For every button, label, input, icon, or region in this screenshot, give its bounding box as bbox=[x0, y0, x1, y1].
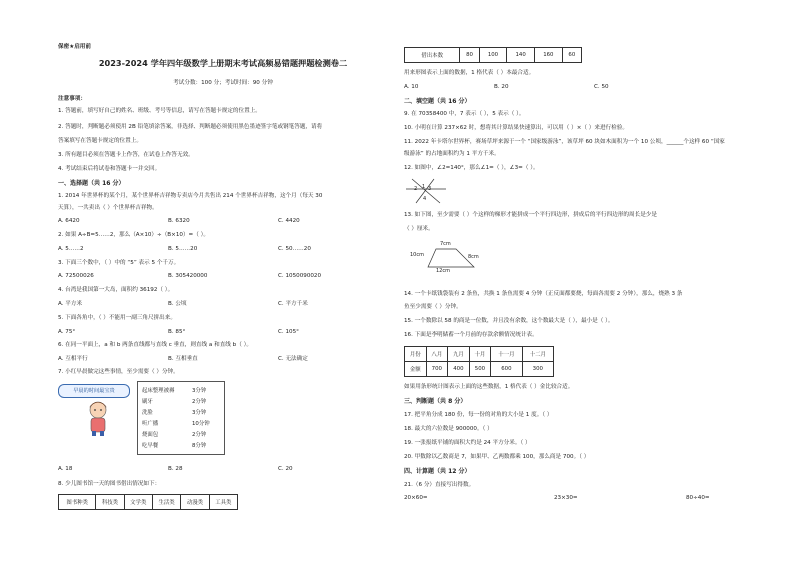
book-cell: 动漫类 bbox=[181, 495, 209, 510]
q7-option-a: A. 18 bbox=[58, 466, 73, 472]
q1-line2: 天算），一共卖出（ ）个世界杯吉祥物。 bbox=[58, 205, 158, 211]
task-time: 8分钟 bbox=[192, 443, 207, 449]
q6-stem: 6. 在同一平面上，a 和 b 两条直线都与直线 c 垂直，则直线 a 和直线 b（ ）。 bbox=[58, 342, 252, 348]
q3-option-c: C. 1050090020 bbox=[278, 273, 322, 279]
task-name: 听广播 bbox=[142, 421, 159, 427]
q4-stem: 4. 台湾是我国第一大岛，面积约 36192（ ）。 bbox=[58, 287, 174, 293]
calc-item-2: 23×30= bbox=[554, 495, 578, 501]
trap-left: 10cm bbox=[410, 252, 424, 258]
month-cell: 九月 bbox=[448, 347, 470, 362]
q5-stem: 5. 下面各角中，（ ）不能用一副三角尺拼出来。 bbox=[58, 315, 176, 321]
book-cell: 140 bbox=[507, 48, 535, 63]
task-time: 10分钟 bbox=[192, 421, 210, 427]
book-cell: 60 bbox=[562, 48, 581, 63]
morning-task-card bbox=[137, 381, 225, 455]
speech-bubble: 早晨的时间最宝贵 bbox=[58, 384, 130, 398]
q11-line2: 级游泳” 的占地面积约为 1 平方千米。 bbox=[404, 151, 500, 157]
confidential-label: 保密★启用前 bbox=[58, 44, 91, 50]
q2-option-c: C. 50……20 bbox=[278, 246, 311, 252]
book-cell: 生活类 bbox=[152, 495, 180, 510]
section-1-heading: 一、选择题（共 16 分） bbox=[58, 180, 125, 187]
q7-option-c: C. 20 bbox=[278, 466, 293, 472]
q11-line1: 11. 2022 年卡塔尔世界杯，赛场草坪来源于一个 “国家级游泳”，该草坪 60 块如木面积为一个 10 公顷，______个这样 60 “国家 bbox=[404, 139, 725, 145]
savings-table bbox=[404, 346, 554, 377]
q21-stem: 21.（6 分）直接写出得数。 bbox=[404, 482, 475, 488]
q5-option-a: A. 75° bbox=[58, 329, 76, 335]
task-time: 2分钟 bbox=[192, 432, 207, 438]
q10: 10. 小明在计算 237×62 时，想将其计算结果快速算出，可以用（ ）×（ ）来进行检验。 bbox=[404, 125, 628, 131]
amount-cell: 金额 bbox=[405, 362, 427, 377]
book-cell: 科技类 bbox=[96, 495, 124, 510]
book-cell: 图书种类 bbox=[59, 495, 96, 510]
q1-option-a: A. 6420 bbox=[58, 218, 80, 224]
task-row bbox=[142, 408, 220, 418]
judge-19: 19. 一张报纸平铺的面积大约是 24 平方分米。（ ） bbox=[404, 440, 531, 446]
q1-option-b: B. 6320 bbox=[168, 218, 190, 224]
task-row bbox=[142, 419, 220, 429]
q2-option-a: A. 5……2 bbox=[58, 246, 84, 252]
book-cell: 文学类 bbox=[124, 495, 152, 510]
q15: 15. 一个数除以 58 的商是一位数，并且没有余数，这个数最大是（ ），最小是（ ）。 bbox=[404, 318, 614, 324]
task-row bbox=[142, 430, 220, 440]
task-name: 洗脸 bbox=[142, 410, 153, 416]
month-cell: 十一月 bbox=[491, 347, 522, 362]
girl-icon bbox=[58, 384, 132, 436]
judge-17: 17. 把平角分成 180 份，每一份的对角的大小是 1 度。（ ） bbox=[404, 412, 553, 418]
q7-stem: 7. 小红早晨做完这些事情，至少需要（ ）分钟。 bbox=[58, 369, 179, 375]
q16-stem: 16. 下面是李明储蓄一个月前的存款余额情况统计表。 bbox=[404, 332, 538, 338]
note-3: 3. 所有题目必须在答题卡上作答，在试卷上作答无效。 bbox=[58, 152, 194, 158]
q14-line2: 鱼至少需要（ ）分钟。 bbox=[404, 304, 462, 310]
month-cell: 十二月 bbox=[522, 347, 553, 362]
task-time: 3分钟 bbox=[192, 388, 207, 394]
month-cell: 月份 bbox=[405, 347, 427, 362]
note-1: 1. 答题前，填写好自己的姓名、班级、考号等信息，请写在答题卡规定的位置上。 bbox=[58, 108, 261, 114]
task-row bbox=[142, 397, 220, 407]
angle-label-4: 4 bbox=[423, 196, 427, 202]
task-row bbox=[142, 386, 220, 396]
q13-line2: （ ）厘米。 bbox=[404, 226, 434, 232]
task-name: 刷牙 bbox=[142, 399, 153, 405]
q3-option-a: A. 72500026 bbox=[58, 273, 94, 279]
q8-stem: 8. 少儿图书馆一天的图书借出情况如下： bbox=[58, 481, 161, 487]
task-row bbox=[142, 441, 220, 451]
book-cell: 借出本数 bbox=[405, 48, 460, 63]
amount-cell: 300 bbox=[522, 362, 553, 377]
month-cell: 十月 bbox=[469, 347, 491, 362]
task-time: 2分钟 bbox=[192, 399, 207, 405]
q7-option-b: B. 28 bbox=[168, 466, 183, 472]
q8-option-c: C. 50 bbox=[594, 84, 609, 90]
q4-option-a: A. 平方米 bbox=[58, 301, 83, 307]
q6-option-a: A. 互相平行 bbox=[58, 356, 88, 362]
judge-20: 20. 甲数除以乙数商是 7，如果甲、乙两数都乘 100，那么商是 700。（ ） bbox=[404, 454, 590, 460]
q16-line2: 如果用条形统计图表示上面的这些数据，1 格代表（ ）金比较合适。 bbox=[404, 384, 574, 390]
score-time: 考试分数：100 分；考试时间：90 分钟 bbox=[173, 80, 273, 86]
q6-option-c: C. 无法确定 bbox=[278, 356, 308, 362]
task-name: 起床整理被褥 bbox=[142, 388, 175, 394]
amount-cell: 400 bbox=[448, 362, 470, 377]
angle-label-1: 1 bbox=[422, 184, 426, 190]
trap-right: 8cm bbox=[468, 254, 479, 260]
note-2: 2. 答题时，判断题必须使用 2B 铅笔填涂答案，非选择、判断题必须使用黑色墨迹签字笔或钢笔答题，请将 bbox=[58, 124, 323, 130]
q8-option-a: A. 10 bbox=[404, 84, 419, 90]
book-table-row1 bbox=[58, 494, 238, 510]
task-name: 烧面包 bbox=[142, 432, 159, 438]
notes-heading: 注意事项： bbox=[58, 96, 86, 102]
page-title: 2023-2024 学年四年级数学上册期末考试高频易错题押题检测卷二 bbox=[98, 58, 348, 68]
q4-option-c: C. 平方千米 bbox=[278, 301, 308, 307]
section-4-heading: 四、计算题（共 12 分） bbox=[404, 468, 471, 475]
trap-top: 7cm bbox=[440, 241, 451, 247]
q5-option-b: B. 85° bbox=[168, 329, 186, 335]
amount-cell: 700 bbox=[426, 362, 448, 377]
book-cell: 工具类 bbox=[209, 495, 237, 510]
book-cell: 160 bbox=[535, 48, 563, 63]
section-2-heading: 二、填空题（共 16 分） bbox=[404, 98, 471, 105]
calc-item-3: 80÷40= bbox=[686, 495, 710, 501]
task-name: 吃早餐 bbox=[142, 443, 159, 449]
angle-label-3: 3 bbox=[428, 186, 432, 192]
note-2b: 答案填写在答题卡规定的位置上。 bbox=[58, 138, 142, 144]
q3-option-b: B. 305420000 bbox=[168, 273, 208, 279]
q5-option-c: C. 105° bbox=[278, 329, 299, 335]
note-4: 4. 考试结束后将试卷和答题卡一并交回。 bbox=[58, 166, 161, 172]
angle-label-2: 2 bbox=[414, 186, 418, 192]
amount-cell: 600 bbox=[491, 362, 522, 377]
calc-item-1: 20×60= bbox=[404, 495, 428, 501]
trap-bottom: 12cm bbox=[436, 268, 450, 274]
q3-stem: 3. 下面三个数中，（ ）中的 “5” 表示 5 个千万。 bbox=[58, 260, 180, 266]
q1-line1: 1. 2014 年世界杯的某个月，某个世界杯吉祥物专卖店今月共售出 214 个世界杯吉祥物，这个月（每天 30 bbox=[58, 193, 323, 199]
task-time: 3分钟 bbox=[192, 410, 207, 416]
book-cell: 100 bbox=[479, 48, 507, 63]
q1-option-c: C. 4420 bbox=[278, 218, 300, 224]
q2-stem: 2. 如果 A÷B=5……2，那么（A×10）÷（B×10）=（ ）。 bbox=[58, 232, 209, 238]
q8-stem2: 用来形图表示上面的数据，1 格代表（ ）本最合适。 bbox=[404, 70, 535, 76]
book-table-row2 bbox=[404, 47, 582, 63]
q13-line1: 13. 如下图，至少需要（ ）个这样的梯形才能拼成一个平行四边形，拼成后的平行四边形的周长是少是 bbox=[404, 212, 657, 218]
q8-option-b: B. 20 bbox=[494, 84, 509, 90]
judge-18: 18. 最大的六位数是 900000。（ ） bbox=[404, 426, 493, 432]
q2-option-b: B. 5……20 bbox=[168, 246, 198, 252]
q4-option-b: B. 公顷 bbox=[168, 301, 187, 307]
month-cell: 八月 bbox=[426, 347, 448, 362]
girl-illustration bbox=[58, 384, 132, 436]
q12: 12. 如图中，∠2=140°，那么∠1=（ ），∠3=（ ）。 bbox=[404, 165, 539, 171]
amount-cell: 500 bbox=[469, 362, 491, 377]
q9: 9. 在 70358400 中，7 表示（ ），5 表示（ ）。 bbox=[404, 111, 525, 117]
q14-line1: 14. 一个卡纸钱袋装有 2 条鱼，共换 1 条鱼需要 4 分钟（正反面都要烧，每面各需要 2 分钟），那么，烧熟 3 条 bbox=[404, 291, 683, 297]
book-cell: 80 bbox=[460, 48, 479, 63]
section-3-heading: 三、判断题（共 8 分） bbox=[404, 398, 467, 405]
q6-option-b: B. 互相垂直 bbox=[168, 356, 198, 362]
